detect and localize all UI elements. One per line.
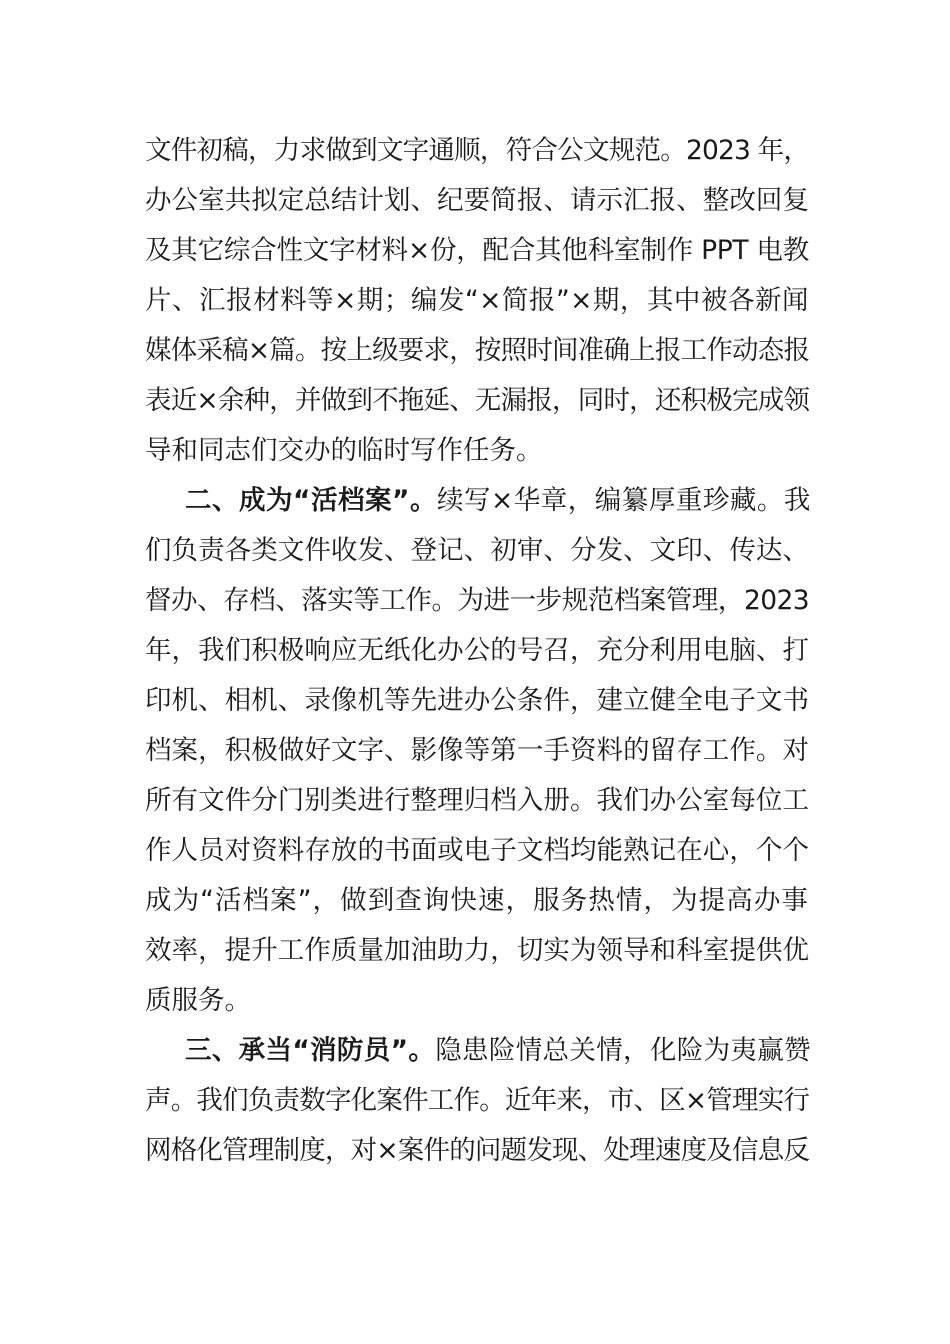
paragraph-line: 片、汇报材料等×期；编发“×简报”×期，其中被各新闻	[145, 285, 809, 316]
paragraph-first-line	[145, 1026, 809, 1076]
paragraph-line: 隐患险情总关情，化险为夷赢赞	[435, 1035, 809, 1066]
paragraph-line: 年，我们积极响应无纸化办公的号召，充分利用电脑、打	[145, 635, 809, 666]
paragraph-first-line	[145, 476, 809, 526]
paragraph-line: 督办、存档、落实等工作。为进一步规范档案管理，2023	[145, 585, 809, 616]
paragraph-line: 效率，提升工作质量加油助力，切实为领导和科室提供优	[145, 935, 809, 966]
paragraph-2	[145, 476, 809, 1026]
paragraph-line: 质服务。	[145, 985, 251, 1016]
paragraph-line: 导和同志们交办的临时写作任务。	[145, 435, 543, 466]
paragraph-line: 档案，积极做好文字、影像等第一手资料的留存工作。对	[145, 735, 809, 766]
paragraph-line: 作人员对资料存放的书面或电子文档均能熟记在心，个个	[145, 835, 809, 866]
paragraph-line: 续写×华章，编纂厚重珍藏。我	[437, 485, 810, 516]
paragraph-line: 所有文件分门别类进行整理归档入册。我们办公室每位工	[145, 785, 809, 816]
paragraph-1	[145, 126, 809, 476]
paragraph-line: 及其它综合性文字材料×份，配合其他科室制作 PPT 电教	[145, 235, 809, 266]
paragraph-3	[145, 1026, 809, 1176]
paragraph-line: 表近×余种，并做到不拖延、无漏报，同时，还积极完成领	[145, 385, 809, 416]
section-heading-2: 二、成为“活档案”。	[185, 485, 437, 516]
paragraph-line: 文件初稿，力求做到文字通顺，符合公文规范。2023 年，	[145, 135, 809, 166]
section-heading-3: 三、承当“消防员”。	[185, 1035, 436, 1066]
paragraph-line: 媒体采稿×篇。按上级要求，按照时间准确上报工作动态报	[145, 335, 809, 366]
paragraph-line: 们负责各类文件收发、登记、初审、分发、文印、传达、	[145, 535, 809, 566]
paragraph-line: 网格化管理制度，对×案件的问题发现、处理速度及信息反	[145, 1135, 809, 1166]
document-page	[145, 126, 809, 1176]
paragraph-line: 办公室共拟定总结计划、纪要简报、请示汇报、整改回复	[145, 185, 809, 216]
paragraph-line: 声。我们负责数字化案件工作。近年来，市、区×管理实行	[145, 1085, 809, 1116]
paragraph-line: 印机、相机、录像机等先进办公条件，建立健全电子文书	[145, 685, 809, 716]
paragraph-line: 成为“活档案”，做到查询快速，服务热情，为提高办事	[145, 885, 809, 916]
